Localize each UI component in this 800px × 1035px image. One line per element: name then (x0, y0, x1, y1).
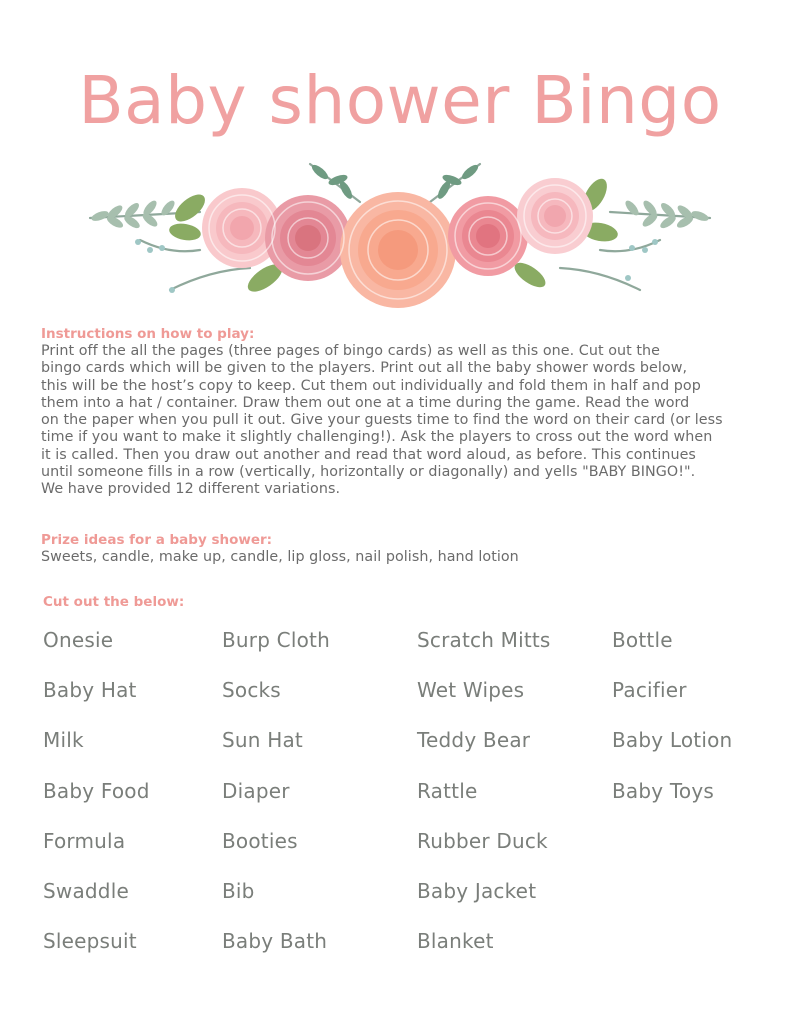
instructions-line: bingo cards which will be given to the players. Print out all the baby shower words below, (41, 360, 688, 377)
instructions-line: on the paper when you pull it out. Give your guests time to find the word on their card (or less (41, 412, 723, 429)
instructions-text (41, 343, 761, 499)
prize-section (41, 532, 761, 566)
bingo-word: Sleepsuit (43, 929, 137, 953)
bingo-word: Baby Toys (612, 779, 714, 803)
bingo-word: Baby Hat (43, 678, 137, 702)
bingo-word: Milk (43, 728, 84, 752)
instructions-line: time if you want to make it slightly challenging!). Ask the players to cross out the word when (41, 429, 713, 446)
bingo-word: Baby Jacket (417, 879, 537, 903)
prize-heading: Prize ideas for a baby shower: (41, 532, 273, 548)
bingo-word: Formula (43, 829, 126, 853)
bingo-word: Rattle (417, 779, 478, 803)
instructions-line: Print off the all the pages (three pages of bingo cards) as well as this one. Cut out the (41, 343, 660, 359)
bingo-word: Rubber Duck (417, 829, 548, 853)
instructions-section (41, 326, 761, 499)
bingo-word: Diaper (222, 779, 290, 803)
instructions-line: until someone fills in a row (vertically, horizontally or diagonally) and yells "BABY BINGO!". (41, 464, 696, 481)
page-title: Baby shower Bingo (78, 62, 722, 139)
instructions-line: this will be the host’s copy to keep. Cut them out individually and fold them in half and pop (41, 377, 701, 394)
bingo-word: Wet Wipes (417, 678, 525, 702)
instructions-heading: Instructions on how to play: (41, 326, 255, 342)
cut-out-heading: Cut out the below: (43, 594, 185, 610)
instructions-line: it is called. Then you draw out another and read that word aloud, as before. This continues (41, 446, 696, 463)
bingo-word: Booties (222, 829, 298, 853)
bingo-word: Bottle (612, 628, 673, 652)
bingo-word: Teddy Bear (417, 728, 531, 752)
bingo-word: Swaddle (43, 879, 129, 903)
instructions-line: them into a hat / container. Draw them out one at a time during the game. Read the word (41, 394, 690, 411)
bingo-word: Socks (222, 678, 281, 702)
bingo-word: Blanket (417, 929, 494, 953)
bingo-word: Burp Cloth (222, 628, 330, 652)
instructions-line: We have provided 12 different variations. (41, 481, 341, 498)
bingo-word: Bib (222, 879, 255, 903)
bingo-word: Baby Bath (222, 929, 328, 953)
bingo-word: Onesie (43, 628, 114, 652)
floral-garland-illustration (80, 150, 720, 310)
bingo-word: Pacifier (612, 678, 687, 702)
bingo-word: Scratch Mitts (417, 628, 551, 652)
bingo-word: Baby Food (43, 779, 150, 803)
bingo-word: Baby Lotion (612, 728, 733, 752)
prize-text: Sweets, candle, make up, candle, lip gloss, nail polish, hand lotion (41, 549, 519, 565)
bingo-word: Sun Hat (222, 728, 303, 752)
